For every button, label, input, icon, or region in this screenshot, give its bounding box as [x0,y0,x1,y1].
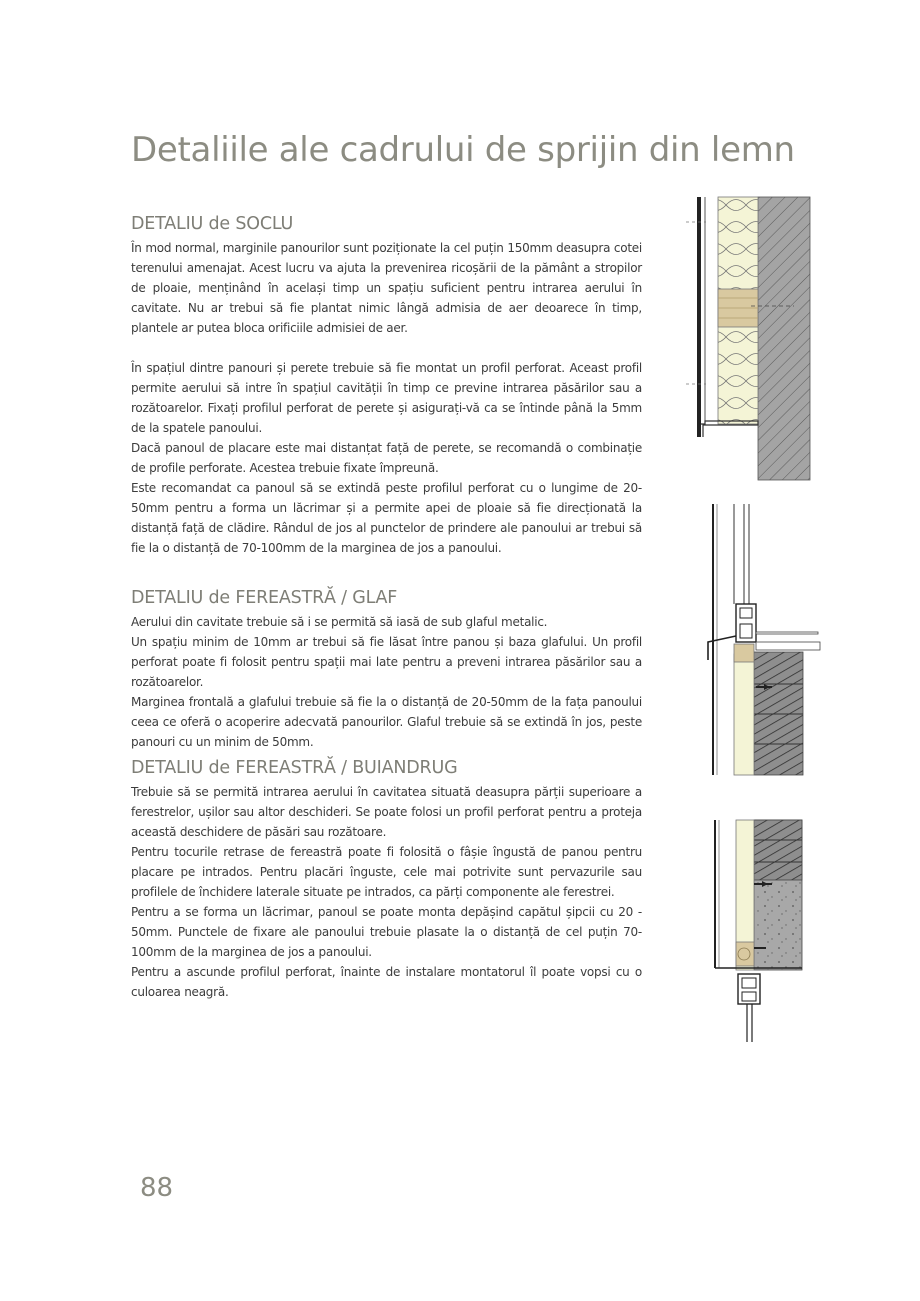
plinth-detail-drawing [686,194,812,484]
paragraph: Pentru a se forma un lăcrimar, panoul se poate monta depășind capătul șipcii cu 20 - 50mm. Punctele de fixare ale panoului trebuie plasate la o distanță de cel puțin 70-100mm de la marginea de jos a panoului. [131,905,642,959]
paragraph: În spațiul dintre panouri și perete trebuie să fie montat un profil perforat. Aceast profil permite aerului să intre în spațiul cavității în timp ce previne intrarea păsărilor sau a rozătoarelor. Fixați profilul perforat de perete și asigurați-vă ca se întinde până la 5mm de la spatele panoului. [131,361,642,435]
section-heading-soclu: DETALIU de SOCLU [131,214,294,234]
window-lintel-detail-drawing [706,818,806,1044]
page-title: Detaliile ale cadrului de sprijin din lemn [131,130,795,170]
section-soclu [131,214,642,558]
page-number: 88 [140,1173,174,1203]
paragraph: Un spațiu minim de 10mm ar trebui să fie lăsat între panou și baza glafului. Un profil perforat poate fi folosit pentru spații mai late pentru a preveni intrarea păsărilor sau a rozătoarelor. [131,635,642,689]
paragraph: Aerului din cavitate trebuie să i se permită să iasă de sub glaful metalic. [131,615,548,629]
section-heading-buiandrug: DETALIU de FEREASTRĂ / BUIANDRUG [131,758,458,778]
section-heading-glaf: DETALIU de FEREASTRĂ / GLAF [131,588,398,608]
paragraph: Marginea frontală a glafului trebuie să fie la o distanță de 20-50mm de la fața panoului ceea ce oferă o acoperire adecvată panourilor. Glaful trebuie să se extindă în jos, peste panouri cu un minim de 50mm. [131,695,642,749]
paragraph: În mod normal, marginile panourilor sunt poziționate la cel puțin 150mm deasupra cotei terenului amenajat. Acest lucru va ajuta la prevenirea ricoșării de la pământ a stropilor de ploaie, menținând în același timp un spațiu suficient pentru intrarea aerului în cavitate. Nu ar trebui să fie plantat nimic lângă admisia de aer deoarece în timp, plantele ar putea bloca orificiile admisiei de aer. [131,241,642,335]
paragraph: Pentru tocurile retrase de fereastră poate fi folosită o fâșie îngustă de panou pentru placare pe intrados. Pentru placări înguste, cele mai potrivite sunt pervazurile sau profilele de închidere laterale situate pe intrados, ca părți componente ale ferestrei. [131,845,642,899]
section-glaf [131,588,642,752]
section-buiandrug [131,758,642,1002]
paragraph: Pentru a ascunde profilul perforat, înainte de instalare montatorul îl poate vopsi cu o culoarea neagră. [131,965,642,999]
paragraph: Dacă panoul de placare este mai distanțat față de perete, se recomandă o combinație de profile perforate. Acestea trebuie fixate împreună. [131,441,642,475]
paragraph: Trebuie să se permită intrarea aerului în cavitatea situată deasupra părții superioare a ferestrelor, ușilor sau altor deschideri. Se poate folosi un profil perforat pentru a proteja această deschidere de păsări sau rozătoare. [131,785,642,839]
paragraph: Este recomandat ca panoul să se extindă peste profilul perforat cu o lungime de 20-50mm pentru a forma un lăcrimar și a permite apei de ploaie să fie direcționată la distanță față de clădire. Rândul de jos al punctelor de prindere ale panoului ar trebui să fie la o distanță de 70-100mm de la marginea de jos a panoului. [131,481,642,555]
window-sill-detail-drawing [704,504,822,778]
